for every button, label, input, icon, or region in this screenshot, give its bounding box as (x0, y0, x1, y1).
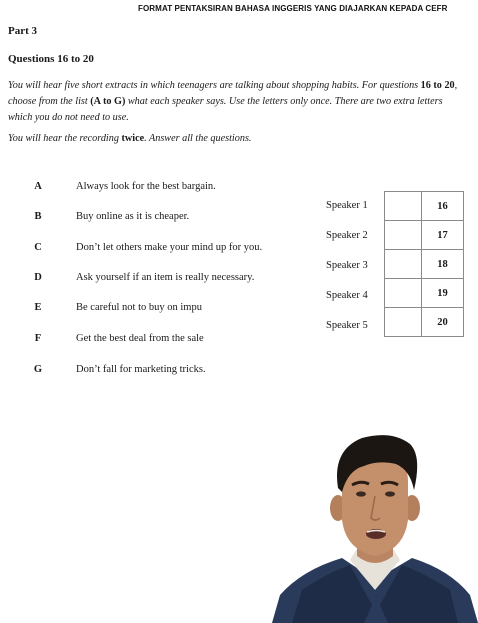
instructions-paragraph (8, 78, 463, 126)
speaker-label: Speaker 4 (326, 290, 368, 301)
speaker-label: Speaker 2 (326, 230, 368, 241)
option-text: Get the best deal from the sale (76, 333, 204, 344)
answer-box[interactable] (385, 221, 422, 250)
question-number: 20 (422, 308, 464, 337)
recording-text-2: . Answer all the questions. (144, 133, 252, 144)
option-text: Buy online as it is cheaper. (76, 211, 190, 222)
speaker-label: Speaker 5 (326, 320, 368, 331)
instructions-text-1: You will hear five short extracts in which teenagers are talking about shopping habits. For questions (8, 80, 421, 91)
instructions-bold-range: 16 to 20 (420, 80, 455, 91)
answer-box[interactable] (385, 279, 422, 308)
answer-row (385, 279, 464, 308)
answer-box[interactable] (385, 250, 422, 279)
answer-row (385, 221, 464, 250)
instructions-bold-letters: (A to G) (90, 96, 126, 107)
part-heading: Part 3 (8, 25, 38, 37)
speaker-label: Speaker 1 (326, 200, 368, 211)
answer-row (385, 250, 464, 279)
option-text: Ask yourself if an item is really necessary. (76, 272, 255, 283)
option-letter: F (34, 333, 42, 344)
question-number: 16 (422, 192, 464, 221)
answer-row (385, 308, 464, 337)
instructions-text-3: what each speaker says. Use the letters only once. There are two extra letters which you do not need to use. (8, 96, 443, 123)
option-letter: D (34, 272, 42, 283)
option-text: Be careful not to buy on impu (76, 302, 202, 313)
answer-box[interactable] (385, 192, 422, 221)
option-letter: E (34, 302, 42, 313)
recording-note (8, 133, 251, 144)
option-text: Don’t fall for marketing tricks. (76, 364, 206, 375)
option-text: Always look for the best bargain. (76, 181, 216, 192)
presenter-video-overlay (272, 430, 478, 623)
speaker-label: Speaker 3 (326, 260, 368, 271)
option-text: Don’t let others make your mind up for you. (76, 242, 263, 253)
document-header: FORMAT PENTAKSIRAN BAHASA INGGERIS YANG DIAJARKAN KEPADA CEFR (138, 4, 448, 13)
question-number: 19 (422, 279, 464, 308)
answer-box[interactable] (385, 308, 422, 337)
recording-bold: twice (121, 133, 145, 144)
option-letter: A (34, 181, 42, 192)
option-letter: G (33, 364, 43, 375)
option-letter: B (34, 211, 42, 222)
question-number: 18 (422, 250, 464, 279)
instructions-text-2: , choose from the list (8, 80, 458, 107)
answer-row (385, 192, 464, 221)
questions-heading: Questions 16 to 20 (8, 53, 94, 65)
option-letter: C (34, 242, 42, 253)
recording-text-1: You will hear the recording (8, 133, 122, 144)
answer-grid (384, 191, 464, 337)
question-number: 17 (422, 221, 464, 250)
